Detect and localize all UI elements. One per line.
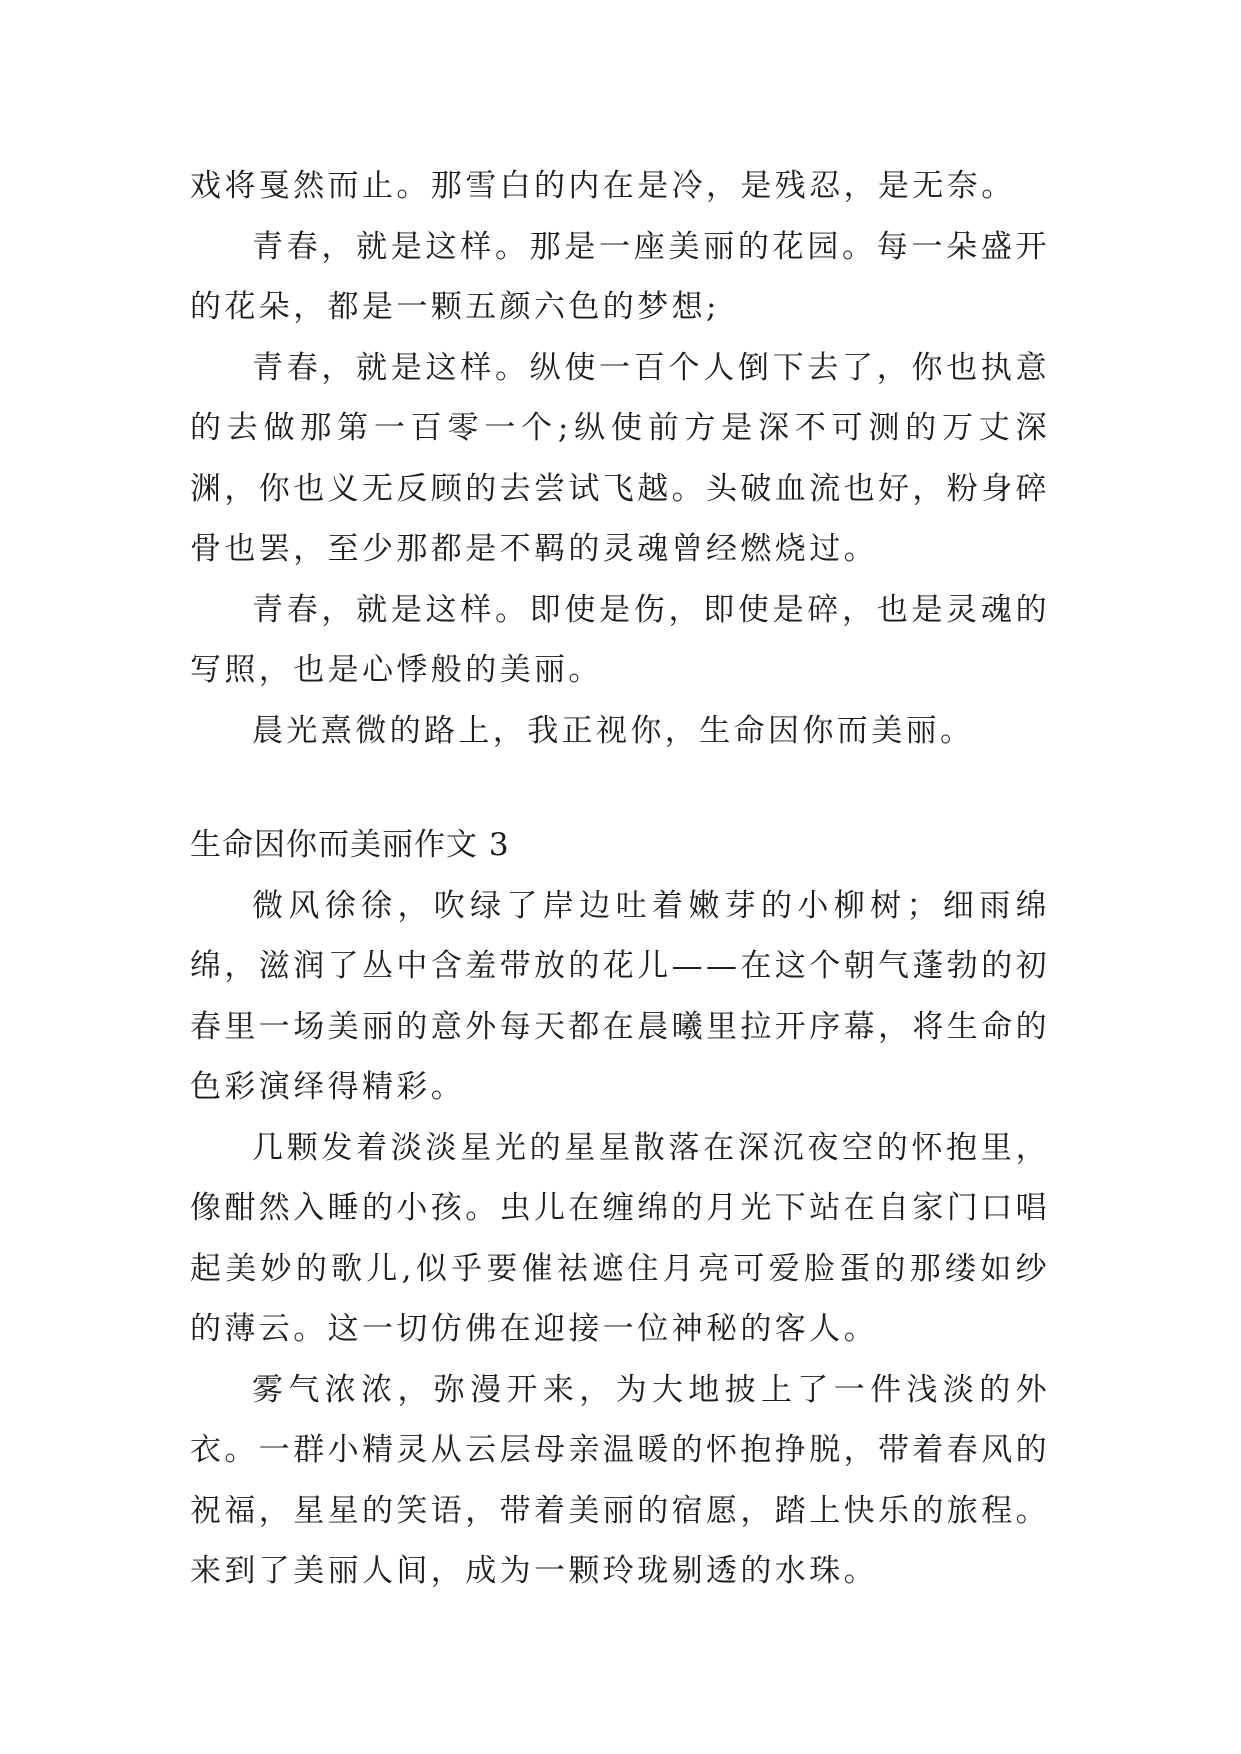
paragraph: 几颗发着淡淡星光的星星散落在深沉夜空的怀抱里，像酣然入睡的小孩。虫儿在缠绵的月光下站在自家门口唱起美妙的歌儿,似乎要催祛遮住月亮可爱脸蛋的那缕如纱的薄云。这一切仿佛在迎接一位神秘的客人。 [190,1129,1050,1347]
paragraph: 青春，就是这样。那是一座美丽的花园。每一朵盛开的花朵，都是一颗五颜六色的梦想; [190,228,1050,325]
document-body [190,156,1050,1602]
paragraph: 晨光熹微的路上，我正视你，生命因你而美丽。 [252,712,975,749]
section-heading: 生命因你而美丽作文 3 [190,827,510,863]
paragraph: 微风徐徐，吹绿了岸边吐着嫩芽的小柳树；细雨绵绵，滋润了丛中含羞带放的花儿——在这个朝气蓬勃的初春里一场美丽的意外每天都在晨曦里拉开序幕，将生命的色彩演绎得精彩。 [190,887,1050,1105]
paragraph: 戏将戛然而止。那雪白的内在是冷，是残忍，是无奈。 [190,168,1016,204]
paragraph: 雾气浓浓，弥漫开来，为大地披上了一件浅淡的外衣。一群小精灵从云层母亲温暖的怀抱挣脱，带着春风的祝福，星星的笑语，带着美丽的宿愿，踏上快乐的旅程。来到了美丽人间，成为一颗玲珑剔透的水珠。 [190,1371,1050,1589]
paragraph: 青春，就是这样。即使是伤，即使是碎，也是灵魂的写照，也是心悸般的美丽。 [190,591,1050,688]
paragraph: 青春，就是这样。纵使一百个人倒下去了，你也执意的去做那第一百零一个;纵使前方是深不可测的万丈深渊，你也义无反顾的去尝试飞越。头破血流也好，粉身碎骨也罢，至少那都是不羁的灵魂曾经燃烧过。 [190,349,1050,567]
